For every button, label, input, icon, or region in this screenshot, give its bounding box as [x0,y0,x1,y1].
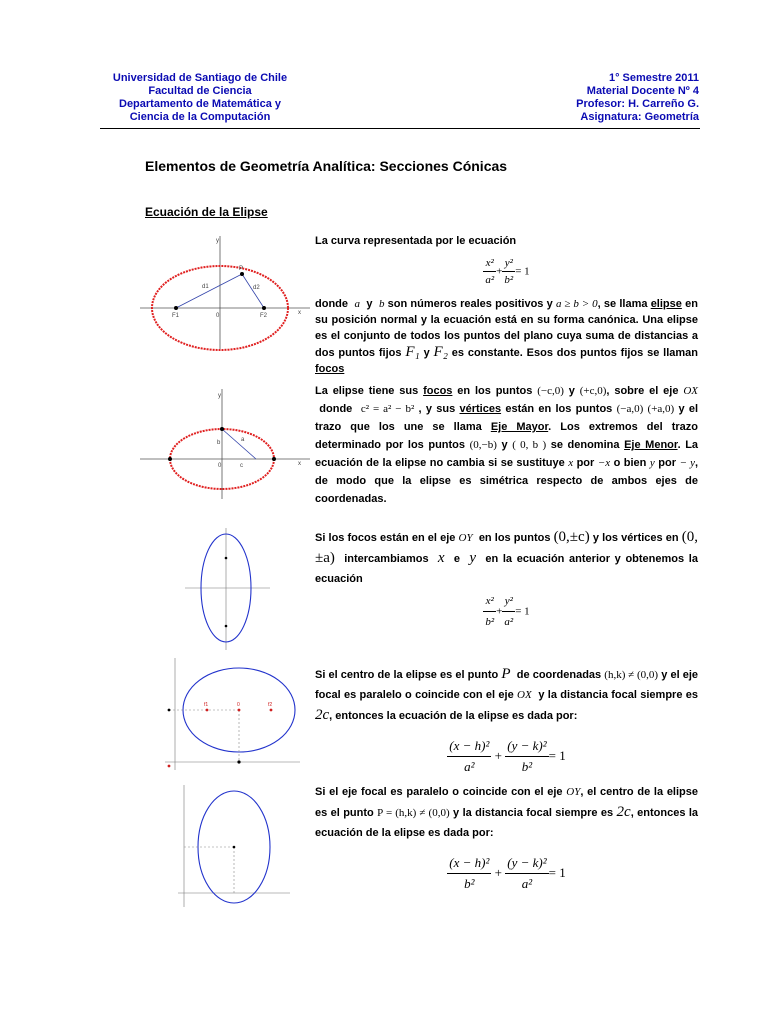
p1-intro: La curva representada por le ecuación [315,235,517,247]
center-projection-x [237,760,240,763]
header-university: Universidad de Santiago de Chile [112,72,288,84]
focus-f2-point [262,306,266,310]
paragraph-4: Si el centro de la elipse es el punto P de coordenadas (h,k) ≠ (0,0) y el eje focal es paralelo o coincide con el eje OX y la distancia focal siempre es 2c, entonces la ecuación de la elipse es dada por: $\frac{\text{(x − h)²}}{\text{a²}}$ + $\frac{\text{(y − k)²}}{\text{b²}}$ = 1 [315,664,698,777]
page-title: Elementos de Geometría Analítica: Secciones Cónicas [145,158,508,174]
figure-ellipse-translated [165,658,300,770]
center-point [233,846,236,849]
focus-f1-point [174,306,178,310]
label-b: b [217,440,221,446]
equation-vertical: $\frac{\text{x²}}{\text{b²}}$ + $\frac{\text{y²}}{\text{a²}}$ = 1 [315,591,698,632]
label-f1: F1 [172,313,180,319]
label-f2: f2 [268,702,273,708]
header-department: Departamento de Matemática y [119,98,281,110]
paragraph-1: La curva representada por le ecuación $\frac{\text{x²}}{\text{a²}}$ + $\frac{\text{y²}}{\text{b²}}$ = 1 donde a y b son números reales positivos y a ≥ b > 0, se llama elipse en su posición normal y la ecuación está en su forma canónica. Una elipse es el conjunto de todos los puntos del plano cuya suma de distancias a dos puntos fijos F₁ y F₂ es constante. Esos dos puntos fijos se llaman focos [315,235,699,375]
label-y: y [218,393,221,399]
label-x: x [298,310,301,316]
label-f1: f1 [204,702,209,708]
equation-translated-vertical: $\frac{\text{(x − h)²}}{\text{b²}}$ + $\frac{\text{(y − k)²}}{\text{a²}}$ = 1 [449,855,566,891]
focus-f1-point [206,709,209,712]
label-d1: d1 [202,284,209,290]
label-f2: F2 [260,313,268,319]
label-d2: d2 [253,285,260,291]
header-professor: Profesor: H. Carreño G. [576,98,699,110]
header-subject: Asignatura: Geometría [580,111,699,123]
figure-ellipse-vertical [185,528,270,650]
label-y: y [216,238,219,244]
point-p [240,272,244,276]
distance-d1 [176,274,242,308]
header-institution [100,72,300,124]
label-origin: 0 [216,313,220,319]
paragraph-2: La elipse tiene sus focos en los puntos (−c,0) y (+c,0), sobre el eje OX donde c² = a² − b² , y sus vértices están en los puntos (−a,0) (+a,0) y el trazo que los une se llama Eje Mayor. Los extremos del trazo determinado por los puntos (0,−b) y ( 0, b ) se denomina Eje Menor. La ecuación de la elipse no cambia si se sustituye x por −x o bien y por − y, de modo que la elipse es simétrica respecto de ambos ejes de coordenadas. [315,385,699,505]
label-x: x [298,461,301,467]
distance-d2 [242,274,264,308]
focus-top [225,557,228,560]
header-department-cont: Ciencia de la Computación [129,111,271,123]
header-divider [100,128,700,129]
center-projection-y [168,709,171,712]
section-title: Ecuación de la Elipse [145,205,268,219]
covertex-top [220,427,224,431]
vertex-right [272,457,276,461]
figure-ellipse-translated-vertical [178,785,290,907]
figure-ellipse-axes [140,385,310,500]
center-point [238,709,241,712]
origin-point [168,765,171,768]
focus-f2-point [270,709,273,712]
equation-translated-horizontal: $\frac{\text{(x − h)²}}{\text{a²}}$ + $\frac{\text{(y − k)²}}{\text{b²}}$ = 1 [449,738,566,774]
label-a: a [241,437,245,443]
label-origin: 0 [218,463,222,469]
header-course [576,72,699,124]
focus-bottom [225,625,228,628]
header-faculty: Facultad de Ciencia [148,85,252,97]
equation-standard: $\frac{\text{x²}}{\text{a²}}$ + $\frac{\text{y²}}{\text{b²}}$ = 1 [485,257,530,286]
label-p: P [239,266,244,272]
label-center: 0 [237,702,240,708]
header-semester: 1° Semestre 2011 [608,72,699,84]
label-c: c [240,463,243,469]
paragraph-3: Si los focos están en el eje OY en los puntos (0,±c) y los vértices en (0,±a) intercambiamos x e y en la ecuación anterior y obtenemos la ecuación $\frac{\text{x²}}{\text{b²}}$ + $\frac{\text{y²}}{\text{a²}}$ = 1 [315,527,698,632]
figure-ellipse-foci [140,232,310,352]
vertex-left [168,457,172,461]
header-material: Material Docente Nº 4 [586,85,699,97]
paragraph-5: Si el eje focal es paralelo o coincide con el eje OY, el centro de la elipse es el punto P = (h,k) ≠ (0,0) y la distancia focal siempre es 2c, entonces la ecuación de la elipse es dada por: $\frac{\text{(x − h)²}}{\text{b²}}$ + $\frac{\text{(y − k)²}}{\text{a²}}$ = 1 [315,782,698,894]
